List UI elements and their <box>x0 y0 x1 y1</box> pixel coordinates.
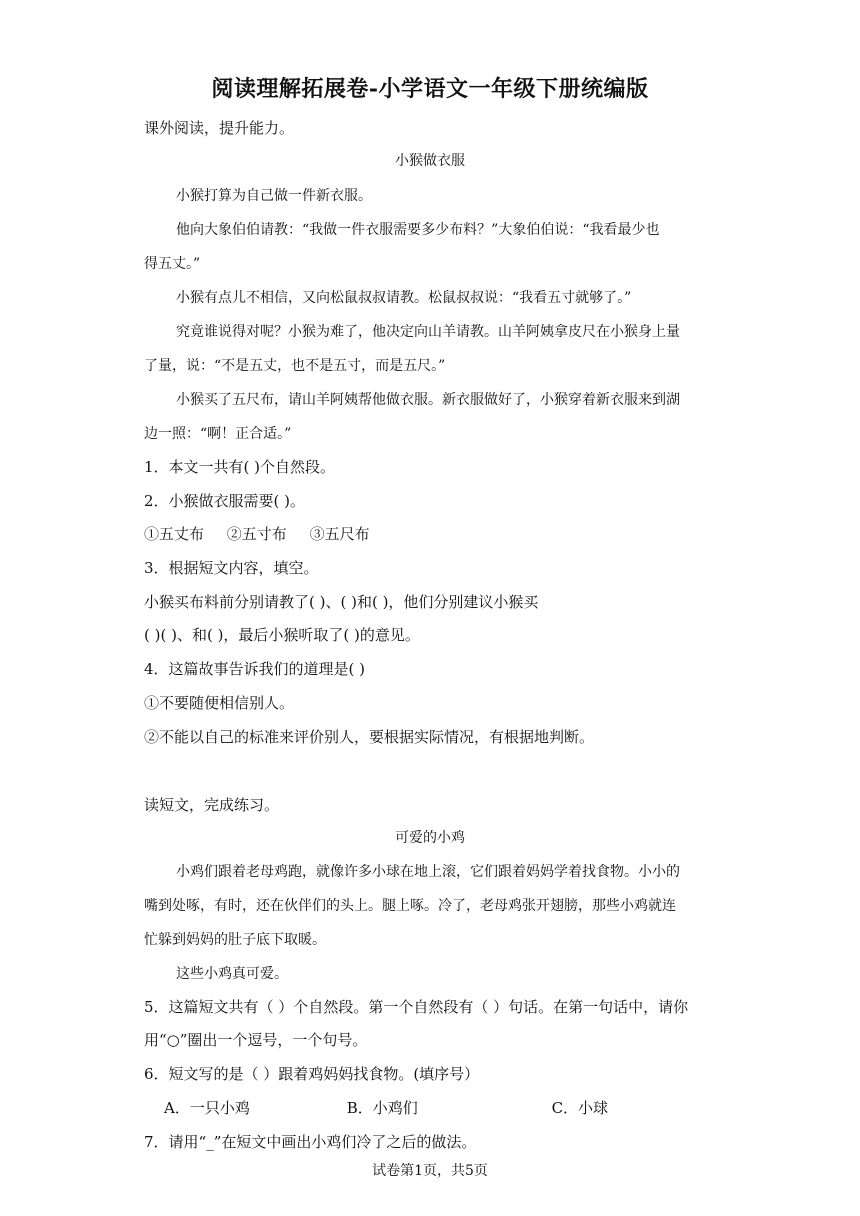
question-1: 1．本文一共有( )个自然段。 <box>144 458 336 476</box>
story2-title: 可爱的小鸡 <box>395 830 465 846</box>
story1-paragraph: 小猴买了五尺布，请山羊阿姨帮他做衣服。新衣服做好了，小猴穿着新衣服来到湖 <box>176 392 680 408</box>
question-5-cont: 用“○”圈出一个逗号，一个句号。 <box>144 1031 368 1049</box>
question-3-blank-line: 小猴买布料前分别请教了( )、( )和( )，他们分别建议小猴买 <box>144 593 539 611</box>
option-item: ②五寸布 <box>226 525 287 543</box>
question-2-options <box>144 524 724 544</box>
page-footer: 试卷第1页，共5页 <box>372 1163 488 1179</box>
option-item: A．一只小鸡 <box>164 1099 250 1117</box>
question-7: 7．请用“_”在短文中画出小鸡们冷了之后的做法。 <box>144 1133 477 1151</box>
story2-paragraph: 这些小鸡真可爱。 <box>176 966 288 982</box>
option-item: ①五丈布 <box>144 525 205 543</box>
question-3: 3．根据短文内容，填空。 <box>144 559 319 577</box>
story1-paragraph: 他向大象伯伯请教：“我做一件衣服需要多少布料？”大象伯伯说：“我看最少也 <box>176 222 660 238</box>
story2-paragraph: 小鸡们跟着老母鸡跑，就像许多小球在地上滚，它们跟着妈妈学着找食物。小小的 <box>176 864 680 880</box>
question-4-option: ①不要随便相信别人。 <box>144 694 295 712</box>
story1-title: 小猴做衣服 <box>395 153 465 169</box>
question-3-blank-line: ( )( )、和( )，最后小猴听取了( )的意见。 <box>144 626 420 644</box>
story2-paragraph-cont: 嘴到处啄，有时，还在伙伴们的头上。腿上啄。冷了，老母鸡张开翅膀，那些小鸡就连 <box>144 898 676 914</box>
question-5: 5．这篇短文共有（ ）个自然段。第一个自然段有（ ）句话。在第一句话中，请你 <box>144 998 689 1016</box>
option-item: ③五尺布 <box>309 525 370 543</box>
question-6-options <box>164 1098 744 1118</box>
question-4-option: ②不能以自己的标准来评价别人，要根据实际情况，有根据地判断。 <box>144 728 595 746</box>
story1-paragraph: 小猴有点儿不相信，又向松鼠叔叔请教。松鼠叔叔说：“我看五寸就够了。” <box>176 290 632 306</box>
page-title: 阅读理解拓展卷-小学语文一年级下册统编版 <box>211 76 649 102</box>
story1-paragraph: 究竟谁说得对呢？小猴为难了，他决定向山羊请教。山羊阿姨拿皮尺在小猴身上量 <box>176 324 680 340</box>
story1-paragraph: 小猴打算为自己做一件新衣服。 <box>176 188 372 204</box>
question-6: 6．短文写的是（ ）跟着鸡妈妈找食物。(填序号） <box>144 1065 480 1083</box>
section2-instruction: 读短文，完成练习。 <box>144 796 280 814</box>
option-item: B．小鸡们 <box>346 1099 418 1117</box>
story1-paragraph-cont: 得五丈。” <box>144 256 201 272</box>
story2-paragraph-cont: 忙躲到妈妈的肚子底下取暖。 <box>144 932 326 948</box>
question-2: 2．小猴做衣服需要( )。 <box>144 492 306 510</box>
section1-instruction: 课外阅读，提升能力。 <box>144 119 295 137</box>
story1-paragraph-cont: 边一照：“啊！正合适。” <box>144 426 292 442</box>
question-4: 4．这篇故事告诉我们的道理是( ) <box>144 660 366 678</box>
option-item: C．小球 <box>551 1099 609 1117</box>
story1-paragraph-cont: 了量，说：“不是五丈，也不是五寸，而是五尺。” <box>144 358 446 374</box>
